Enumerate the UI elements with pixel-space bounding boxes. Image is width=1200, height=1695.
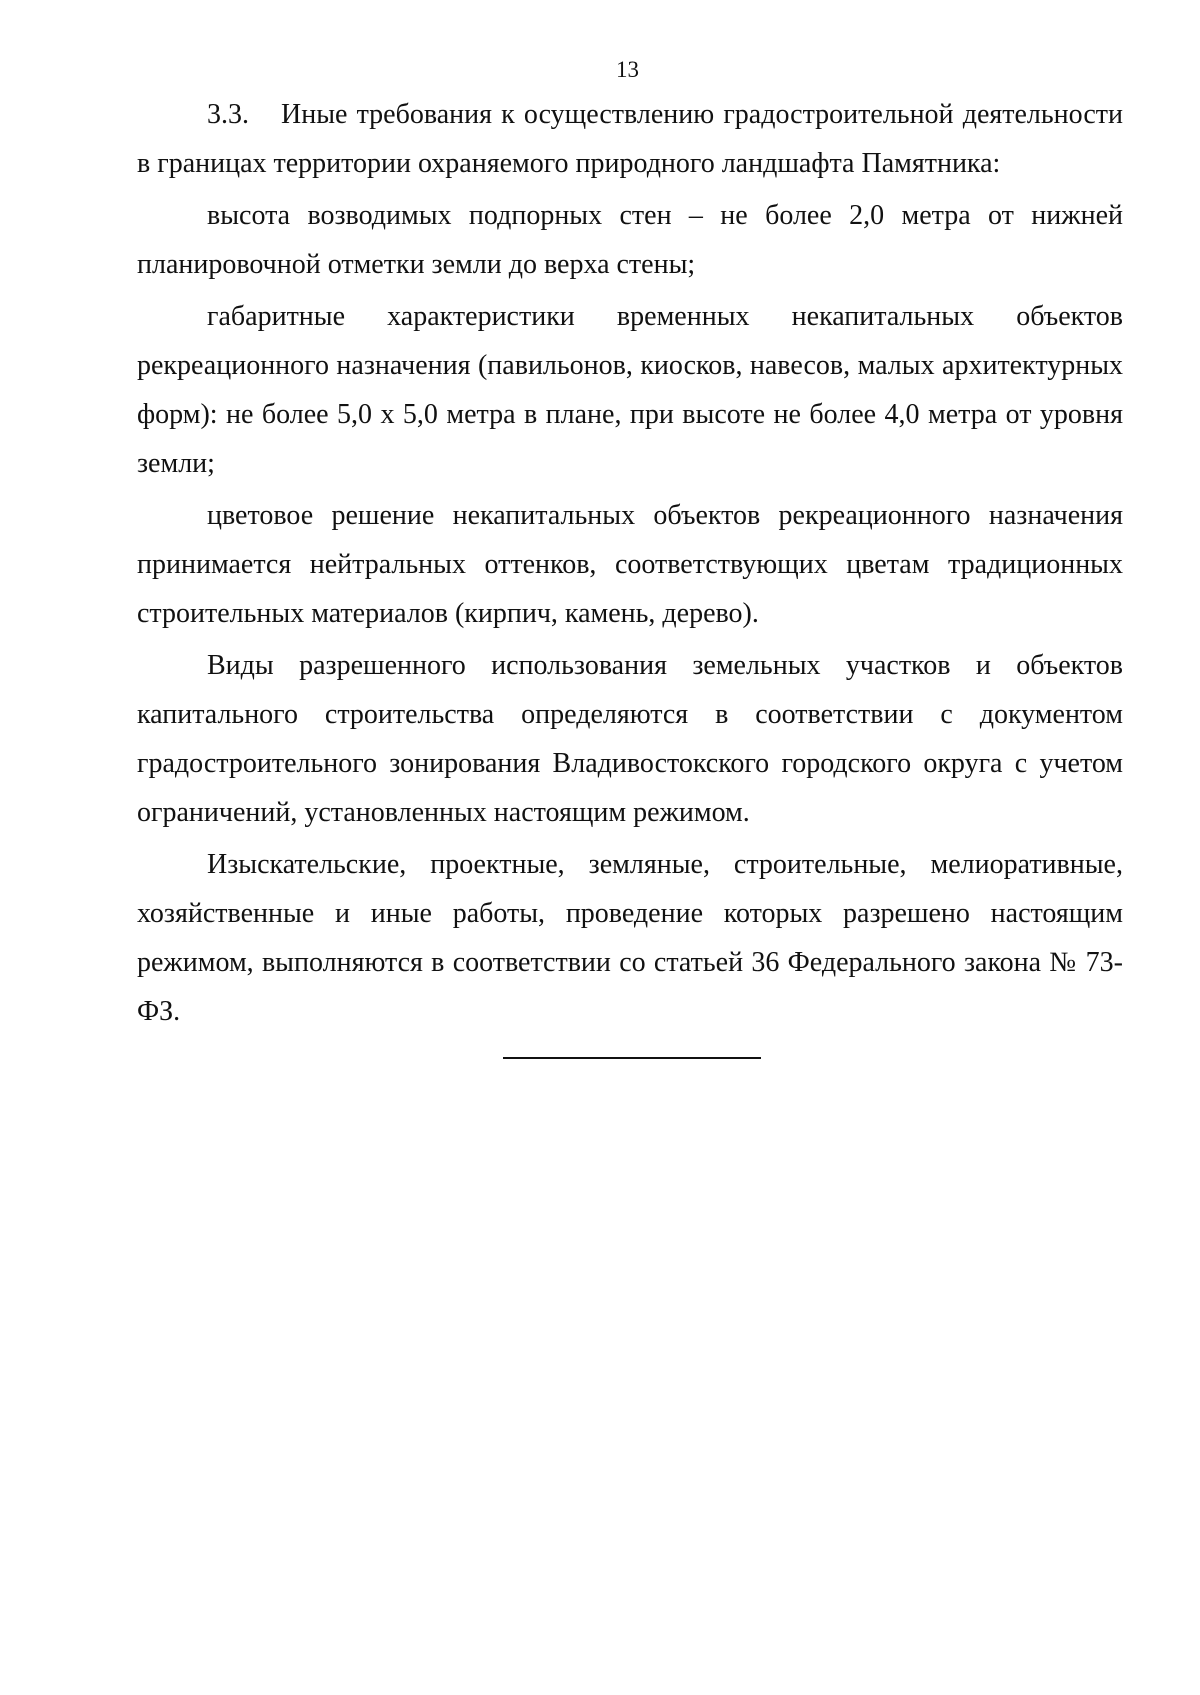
page-number: 13 — [616, 57, 639, 82]
paragraph-object-dimensions: габаритные характеристики временных некапитальных объектов рекреационного назначения (павильонов, киосков, навесов, малых архитектурных форм): не более 5,0 х 5,0 метра в плане, при высоте не более 4,0 метра от уровня земли; — [137, 301, 1123, 479]
section-heading-text: Иные требования к осуществлению градостроительной деятельности в границах территории охраняемого природного ландшафта Памятника: — [137, 99, 1123, 179]
section-heading-paragraph — [137, 90, 1123, 188]
section-number: 3.3. — [207, 99, 249, 130]
document-body — [137, 90, 1123, 1039]
paragraph-retaining-walls: высота возводимых подпорных стен – не более 2,0 метра от нижней планировочной отметки земли до верха стены; — [137, 200, 1123, 280]
closing-divider-line — [503, 1057, 761, 1059]
paragraph-color-solution: цветовое решение некапитальных объектов рекреационного назначения принимается нейтральных оттенков, соответствующих цветам традиционных строительных материалов (кирпич, камень, дерево). — [137, 500, 1123, 629]
paragraph-permitted-use: Виды разрешенного использования земельных участков и объектов капитального строительства определяются в соответствии с документом градостроительного зонирования Владивостокского городского округа с учетом ограничений, установленных настоящим режимом. — [137, 650, 1123, 828]
paragraph-works: Изыскательские, проектные, земляные, строительные, мелиоративные, хозяйственные и иные работы, проведение которых разрешено настоящим режимом, выполняются в соответствии со статьей 36 Федерального закона № 73-ФЗ. — [137, 849, 1123, 1027]
